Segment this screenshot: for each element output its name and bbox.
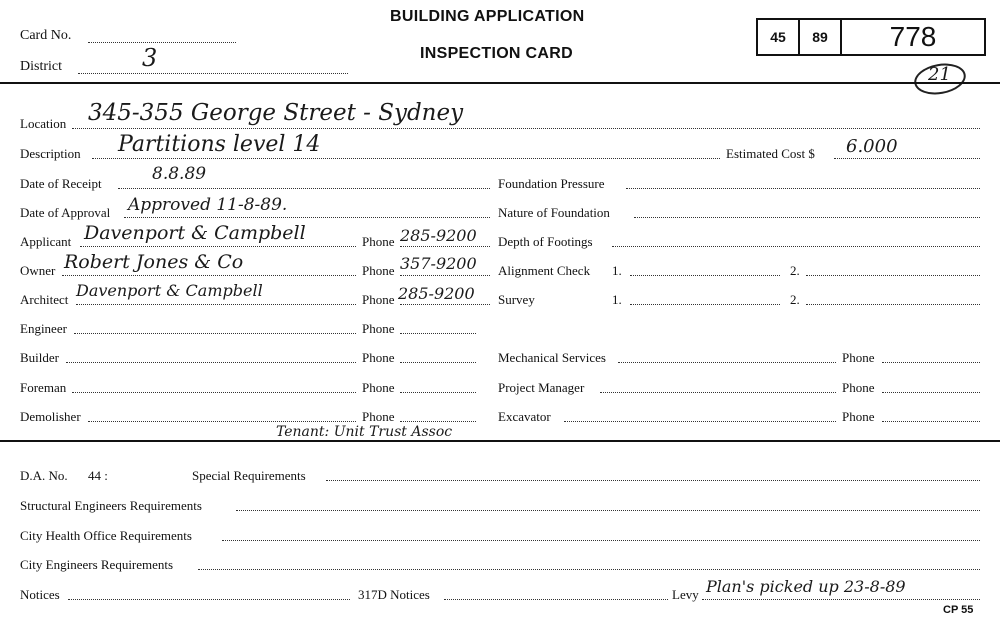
builder-label: Builder (20, 350, 59, 365)
applicant-phone-label: Phone (362, 234, 395, 249)
notices-317d-field[interactable] (444, 599, 668, 600)
city-engineers-label: City Engineers Requirements (20, 557, 174, 572)
architect-phone-value: 285-9200 (398, 284, 475, 303)
owner-phone-label: Phone (362, 263, 395, 278)
applicant-value: Davenport & Campbell (84, 222, 306, 244)
location-field[interactable] (72, 128, 980, 129)
special-requirements-label: Special Requirements (192, 468, 306, 483)
mechanical-phone-field[interactable] (882, 362, 980, 363)
district-label: District (20, 59, 62, 74)
owner-field[interactable] (62, 275, 356, 276)
foreman-phone-field[interactable] (400, 392, 476, 393)
approval-field[interactable] (124, 217, 490, 218)
architect-field[interactable] (76, 304, 356, 305)
architect-label: Architect (20, 292, 69, 307)
foreman-field[interactable] (72, 392, 356, 393)
da-no-value: 44 : (88, 468, 108, 483)
builder-phone-field[interactable] (400, 362, 476, 363)
health-field[interactable] (222, 540, 980, 541)
applicant-phone-field[interactable] (400, 246, 490, 247)
circled-number-value: 21 (928, 64, 951, 85)
form-code: CP 55 (943, 604, 974, 616)
levy-value: Plan's picked up 23-8-89 (706, 577, 906, 596)
structural-field[interactable] (236, 510, 980, 511)
form-title-line1: BUILDING APPLICATION (390, 8, 585, 25)
demolisher-label: Demolisher (20, 409, 81, 424)
engineer-phone-field[interactable] (400, 333, 476, 334)
owner-value: Robert Jones & Co (64, 251, 244, 273)
form-title-line2: INSPECTION CARD (420, 45, 573, 62)
project-manager-field[interactable] (600, 392, 836, 393)
demolisher-phone-field[interactable] (400, 421, 476, 422)
mechanical-field[interactable] (618, 362, 836, 363)
special-requirements-field[interactable] (326, 480, 980, 481)
receipt-label: Date of Receipt (20, 176, 102, 191)
location-label: Location (20, 116, 67, 131)
builder-field[interactable] (66, 362, 356, 363)
card-no-label: Card No. (20, 28, 72, 43)
engineer-phone-label: Phone (362, 321, 395, 336)
project-manager-phone-label: Phone (842, 380, 875, 395)
architect-phone-field[interactable] (400, 304, 490, 305)
mechanical-label: Mechanical Services (498, 350, 606, 365)
notices-317d-label: 317D Notices (358, 587, 430, 602)
nature-foundation-label: Nature of Foundation (498, 205, 610, 220)
owner-phone-value: 357-9200 (400, 254, 477, 273)
approval-value: Approved 11-8-89. (128, 195, 288, 215)
health-label: City Health Office Requirements (20, 528, 192, 543)
description-label: Description (20, 146, 81, 161)
approval-label: Date of Approval (20, 205, 111, 220)
box-cell-45: 45 (758, 20, 800, 54)
alignment-check-1-label: 1. (612, 263, 622, 278)
excavator-phone-label: Phone (842, 409, 875, 424)
alignment-check-label: Alignment Check (498, 263, 591, 278)
architect-phone-label: Phone (362, 292, 395, 307)
project-manager-label: Project Manager (498, 380, 585, 395)
estimated-cost-value: 6.000 (846, 136, 898, 157)
description-field[interactable] (92, 158, 720, 159)
foundation-pressure-field[interactable] (626, 188, 980, 189)
demolisher-phone-label: Phone (362, 409, 395, 424)
survey-2-field[interactable] (806, 304, 980, 305)
middle-divider (0, 440, 1000, 442)
levy-label: Levy (672, 587, 699, 602)
district-field[interactable] (78, 73, 348, 74)
excavator-label: Excavator (498, 409, 551, 424)
architect-value: Davenport & Campbell (76, 281, 263, 300)
depth-footings-label: Depth of Footings (498, 234, 593, 249)
survey-2-label: 2. (790, 292, 800, 307)
location-value: 345-355 George Street - Sydney (88, 100, 464, 126)
survey-1-label: 1. (612, 292, 622, 307)
alignment-check-2-field[interactable] (806, 275, 980, 276)
nature-foundation-field[interactable] (634, 217, 980, 218)
card-number-box (756, 18, 986, 56)
alignment-check-2-label: 2. (790, 263, 800, 278)
applicant-label: Applicant (20, 234, 72, 249)
box-cell-89: 89 (800, 20, 842, 54)
description-value: Partitions level 14 (118, 132, 321, 157)
alignment-check-1-field[interactable] (630, 275, 780, 276)
applicant-field[interactable] (80, 246, 356, 247)
depth-footings-field[interactable] (612, 246, 980, 247)
estimated-cost-field[interactable] (834, 158, 980, 159)
structural-label: Structural Engineers Requirements (20, 498, 202, 513)
notices-field[interactable] (68, 599, 350, 600)
survey-label: Survey (498, 292, 535, 307)
foreman-phone-label: Phone (362, 380, 395, 395)
excavator-field[interactable] (564, 421, 836, 422)
da-no-label: D.A. No. (20, 468, 68, 483)
mechanical-phone-label: Phone (842, 350, 875, 365)
demolisher-field[interactable] (88, 421, 356, 422)
card-no-field[interactable] (88, 42, 236, 43)
engineer-field[interactable] (74, 333, 356, 334)
owner-label: Owner (20, 263, 56, 278)
notices-label: Notices (20, 587, 60, 602)
estimated-cost-label: Estimated Cost $ (726, 146, 815, 161)
owner-phone-field[interactable] (400, 275, 490, 276)
tenant-note: Tenant: Unit Trust Assoc (276, 424, 453, 440)
levy-field[interactable] (702, 599, 980, 600)
foundation-pressure-label: Foundation Pressure (498, 176, 605, 191)
receipt-value: 8.8.89 (152, 164, 207, 184)
project-manager-phone-field[interactable] (882, 392, 980, 393)
foreman-label: Foreman (20, 380, 67, 395)
receipt-field[interactable] (118, 188, 490, 189)
applicant-phone-value: 285-9200 (400, 226, 477, 245)
district-value: 3 (142, 44, 158, 72)
box-card-number: 778 (889, 21, 937, 52)
engineer-label: Engineer (20, 321, 67, 336)
excavator-phone-field[interactable] (882, 421, 980, 422)
survey-1-field[interactable] (630, 304, 780, 305)
header-divider (0, 82, 1000, 84)
city-engineers-field[interactable] (198, 569, 980, 570)
builder-phone-label: Phone (362, 350, 395, 365)
